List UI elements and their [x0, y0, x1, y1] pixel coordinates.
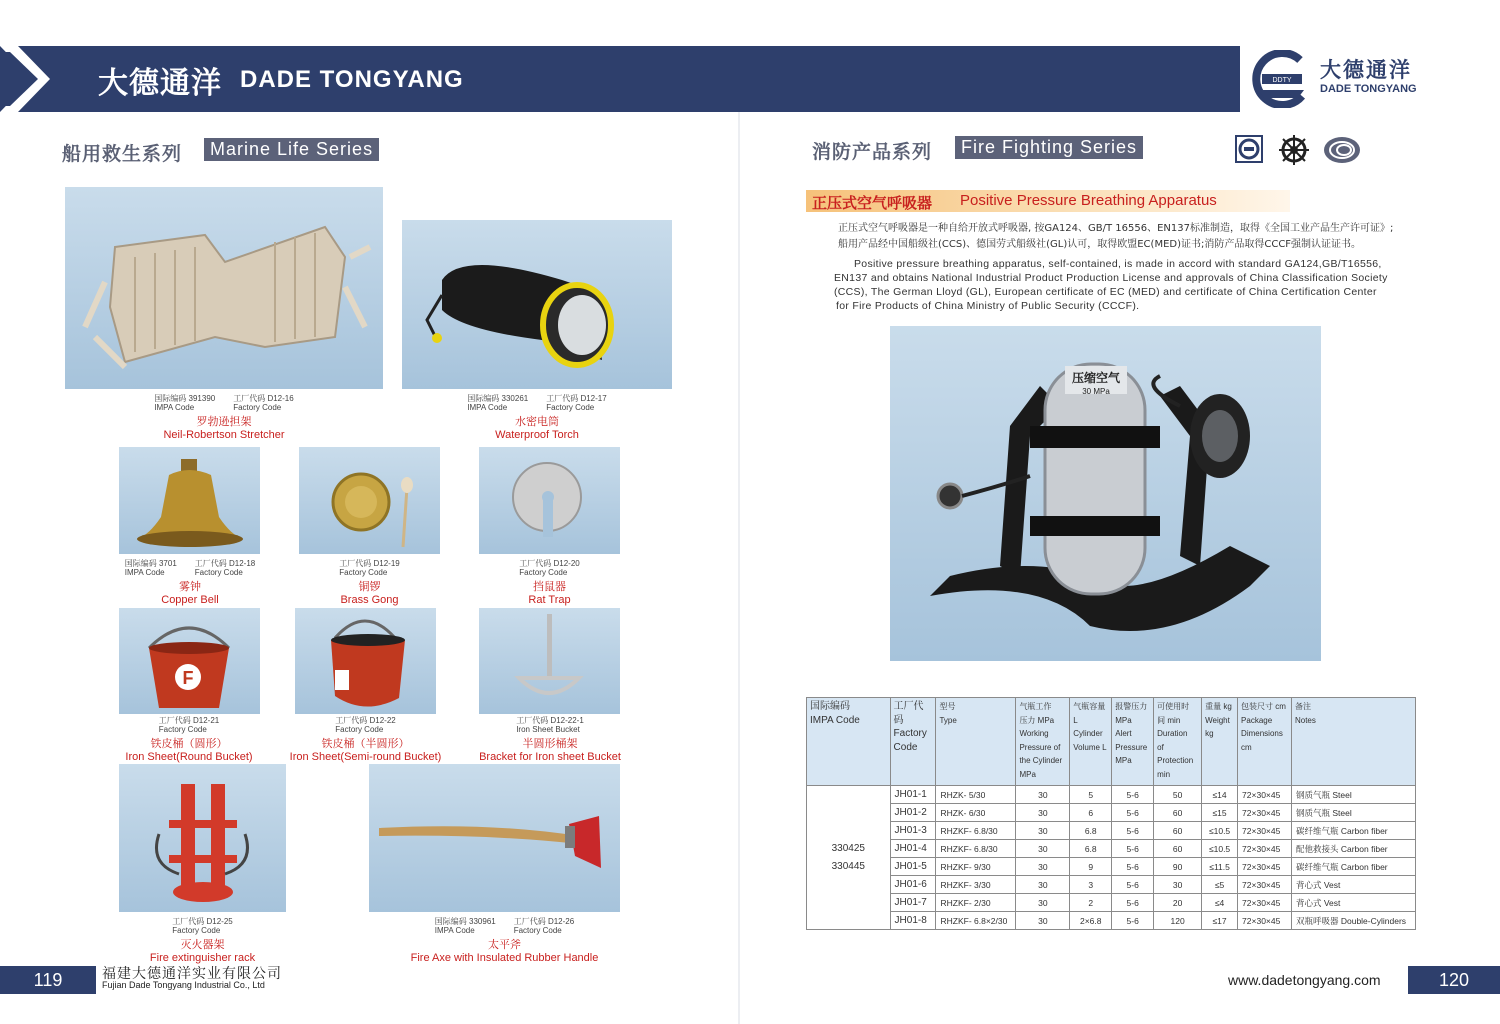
cell-working-pressure: 30 [1016, 912, 1070, 930]
page-number-left: 119 [0, 966, 96, 994]
cell-factory-code: JH01-4 [890, 840, 936, 858]
cell-package: 72×30×45 [1238, 786, 1292, 804]
cell-cylinder-volume: 9 [1070, 858, 1112, 876]
cell-alert-pressure: 5-6 [1112, 804, 1154, 822]
round-bucket-image [119, 608, 260, 714]
bucket-bracket-image [479, 608, 620, 714]
factory-code: 工厂代码 D12-22-1 [516, 716, 584, 725]
table-row [807, 786, 1416, 804]
section-title-cn: 船用救生系列 [62, 143, 183, 165]
product-name-cn: 灭火器架 [180, 939, 225, 951]
cell-alert-pressure: 5-6 [1112, 912, 1154, 930]
product-caption [402, 394, 672, 441]
impa-label: IMPA Code [434, 926, 475, 935]
impa-code: 国际编码 330261 [467, 394, 529, 403]
impa-label: IMPA Code [467, 403, 508, 412]
factory-code: 工厂代码 D12-21 [158, 716, 220, 725]
brand-name-en: DADE TONGYANG [240, 66, 464, 93]
description-en-line: for Fire Products of China Ministry of Public Security (CCCF). [836, 300, 1140, 312]
cell-alert-pressure: 5-6 [1112, 894, 1154, 912]
cell-weight: ≤10.5 [1202, 822, 1238, 840]
cell-notes: 背心式 Vest [1291, 894, 1415, 912]
product-caption [119, 917, 286, 964]
cell-cylinder-volume: 3 [1070, 876, 1112, 894]
table-header-row [807, 698, 1416, 786]
cell-notes: 背心式 Vest [1291, 876, 1415, 894]
product-caption [99, 716, 279, 763]
cell-duration: 60 [1154, 804, 1202, 822]
cell-cylinder-volume: 5 [1070, 786, 1112, 804]
cell-weight: ≤11.5 [1202, 858, 1238, 876]
cell-duration: 60 [1154, 840, 1202, 858]
factory-label: Factory Code [172, 926, 221, 935]
rat-trap-image [479, 447, 620, 554]
description-en-line: (CCS), The German Lloyd (GL), European certificate of EC (MED) and certificate of China Certification Center [834, 286, 1377, 298]
cell-type: RHZKF- 9/30 [936, 858, 1016, 876]
cell-type: RHZKF- 3/30 [936, 876, 1016, 894]
logo-name-en: DADE TONGYANG [1320, 83, 1417, 95]
cell-notes: 钢质气瓶 Steel [1291, 804, 1415, 822]
cell-duration: 30 [1154, 876, 1202, 894]
section-title-cn: 消防产品系列 [812, 141, 933, 163]
cell-duration: 90 [1154, 858, 1202, 876]
subsection-title-en: Positive Pressure Breathing Apparatus [960, 192, 1217, 209]
cell-cylinder-volume: 2 [1070, 894, 1112, 912]
company-name-cn: 福建大德通洋实业有限公司 [102, 966, 282, 982]
logo-name-cn: 大德通洋 [1320, 58, 1412, 82]
factory-label: Factory Code [519, 568, 568, 577]
page-number-right: 120 [1408, 966, 1500, 994]
impa-code: 国际编码 3701 [124, 559, 177, 568]
section-title-en: Fire Fighting Series [955, 136, 1143, 159]
cell-type: RHZK- 6/30 [936, 804, 1016, 822]
cell-type: RHZKF- 2/30 [936, 894, 1016, 912]
factory-label: Factory Code [339, 568, 388, 577]
impa-label: IMPA Code [154, 403, 195, 412]
product-name-en: Brass Gong [340, 594, 399, 606]
cell-factory-code: JH01-6 [890, 876, 936, 894]
cell-weight: ≤15 [1202, 804, 1238, 822]
bucket-mark-text: F [182, 668, 194, 688]
cell-working-pressure: 30 [1016, 858, 1070, 876]
cell-alert-pressure: 5-6 [1112, 822, 1154, 840]
header-alert-pressure: 报警压力 MPa Alert Pressure MPa [1112, 698, 1154, 786]
cell-duration: 20 [1154, 894, 1202, 912]
product-name-cn: 太平斧 [488, 939, 521, 951]
cell-factory-code: JH01-5 [890, 858, 936, 876]
factory-label: Factory Code [513, 926, 562, 935]
factory-code: 工厂代码 D12-22 [335, 716, 396, 725]
website-link[interactable]: www.dadetongyang.com [1228, 972, 1381, 988]
product-name-en: Iron Sheet(Semi-round Bucket) [289, 751, 442, 763]
impa-code-value: 330425 [831, 842, 865, 854]
factory-label: Factory Code [335, 725, 384, 734]
factory-label: Factory Code [194, 568, 243, 577]
header-impa: 国际编码 IMPA Code [807, 698, 891, 786]
cell-type: RHZKF- 6.8/30 [936, 840, 1016, 858]
product-name-cn: 铁皮桶（半圆形） [321, 738, 410, 750]
cell-working-pressure: 30 [1016, 876, 1070, 894]
header-working-pressure: 气瓶工作 压力 MPa Working Pressure of the Cylinder MPa [1016, 698, 1070, 786]
stretcher-image [65, 187, 383, 389]
table-row [807, 822, 1416, 840]
product-name-en: Copper Bell [161, 594, 219, 606]
cell-cylinder-volume: 6 [1070, 804, 1112, 822]
ccc-mark-icon [1322, 134, 1362, 166]
cell-type: RHZKF- 6.8×2/30 [936, 912, 1016, 930]
semi-round-bucket-image [295, 608, 436, 714]
cell-weight: ≤17 [1202, 912, 1238, 930]
cell-notes: 钢质气瓶 Steel [1291, 786, 1415, 804]
company-name-en: Fujian Dade Tongyang Industrial Co., Ltd [102, 980, 265, 990]
cell-cylinder-volume: 6.8 [1070, 822, 1112, 840]
cell-package: 72×30×45 [1238, 822, 1292, 840]
cell-notes: 配他救接头 Carbon fiber [1291, 840, 1415, 858]
header-weight: 重量 kg Weight kg [1202, 698, 1238, 786]
cell-working-pressure: 30 [1016, 804, 1070, 822]
product-name-en: Waterproof Torch [495, 429, 579, 441]
product-name-en: Neil-Robertson Stretcher [163, 429, 285, 441]
cell-duration: 120 [1154, 912, 1202, 930]
header-package: 包装尺寸 cm Package Dimensions cm [1238, 698, 1292, 786]
cell-weight: ≤14 [1202, 786, 1238, 804]
cell-package: 72×30×45 [1238, 894, 1292, 912]
page-gutter [738, 112, 740, 1024]
table-row [807, 858, 1416, 876]
cell-notes: 双瓶呼吸器 Double-Cylinders [1291, 912, 1415, 930]
cell-weight: ≤4 [1202, 894, 1238, 912]
product-caption [470, 716, 630, 763]
impa-code-value: 330445 [831, 860, 865, 872]
product-caption [299, 559, 440, 606]
product-name-cn: 半圆形桶架 [522, 738, 578, 750]
product-caption [389, 917, 620, 964]
cell-alert-pressure: 5-6 [1112, 876, 1154, 894]
cell-notes: 碳纤维气瓶 Carbon fiber [1291, 858, 1415, 876]
cell-factory-code: JH01-3 [890, 822, 936, 840]
section-title-en: Marine Life Series [204, 138, 379, 161]
factory-label: Iron Sheet Bucket [516, 725, 580, 734]
cell-working-pressure: 30 [1016, 840, 1070, 858]
cell-factory-code: JH01-8 [890, 912, 936, 930]
header-notes: 备注 Notes [1291, 698, 1415, 786]
product-name-cn: 雾钟 [179, 581, 201, 593]
factory-code: 工厂代码 D12-25 [172, 917, 233, 926]
product-name-cn: 水密电筒 [515, 416, 559, 428]
impa-label: IMPA Code [124, 568, 165, 577]
table-row [807, 912, 1416, 930]
product-caption [479, 559, 620, 606]
cell-factory-code: JH01-2 [890, 804, 936, 822]
cylinder-label: 压缩空气 [1071, 371, 1121, 385]
cell-type: RHZKF- 6.8/30 [936, 822, 1016, 840]
cell-duration: 60 [1154, 822, 1202, 840]
impa-code: 国际编码 330961 [434, 917, 496, 926]
description-en-line: EN137 and obtains National Industrial Product Production License and approvals of China Classification Society [834, 272, 1388, 284]
cell-notes: 碳纤维气瓶 Carbon fiber [1291, 822, 1415, 840]
breathing-apparatus-image [890, 326, 1321, 661]
product-caption [280, 716, 451, 763]
cell-duration: 50 [1154, 786, 1202, 804]
cell-package: 72×30×45 [1238, 912, 1292, 930]
brand-name-cn: 大德通洋 [98, 66, 222, 101]
product-caption [100, 559, 280, 606]
cell-working-pressure: 30 [1016, 822, 1070, 840]
header-type: 型号 Type [936, 698, 1016, 786]
header-factory-code: 工厂代码 Factory Code [890, 698, 936, 786]
product-name-cn: 铜锣 [358, 581, 381, 593]
description-cn-line: 船用产品经中国船级社(CCS)、德国劳式船级社(GL)认可，取得欧盟EC(MED)证书;消防产品取得CCCF强制认证证书。 [838, 239, 1362, 250]
company-logo-icon [1248, 50, 1314, 108]
cell-package: 72×30×45 [1238, 876, 1292, 894]
ship-wheel-icon [1277, 134, 1311, 166]
table-row [807, 876, 1416, 894]
cell-package: 72×30×45 [1238, 840, 1292, 858]
copper-bell-image [119, 447, 260, 554]
description-cn-line: 正压式空气呼吸器是一种自给开放式呼吸器, 按GA124、GB/T 16556、EN137标准制造，取得《全国工业产品生产许可证》; [838, 223, 1394, 234]
cell-cylinder-volume: 2×6.8 [1070, 912, 1112, 930]
cell-working-pressure: 30 [1016, 894, 1070, 912]
impa-code: 国际编码 391390 [154, 394, 216, 403]
product-caption [65, 394, 383, 441]
product-name-en: Fire extinguisher rack [149, 952, 256, 964]
cell-weight: ≤10.5 [1202, 840, 1238, 858]
cell-package: 72×30×45 [1238, 858, 1292, 876]
description-en-line: Positive pressure breathing apparatus, self-contained, is made in accord with standard GA124,GB/T16556, [854, 258, 1382, 270]
torch-image [402, 220, 672, 389]
cell-alert-pressure: 5-6 [1112, 858, 1154, 876]
chevron-arrow-icon [0, 46, 70, 112]
logo-badge: DDTY [1272, 77, 1292, 84]
fire-axe-image [369, 764, 620, 912]
header-cylinder-volume: 气瓶容量 L Cylinder Volume L [1070, 698, 1112, 786]
factory-label: Factory Code [158, 725, 207, 734]
impa-codes-cell [807, 786, 891, 930]
cylinder-pressure: 30 MPa [1082, 387, 1110, 396]
factory-code: 工厂代码 D12-17 [546, 394, 607, 403]
factory-code: 工厂代码 D12-18 [194, 559, 256, 568]
product-name-cn: 铁皮桶（圆形） [150, 738, 228, 750]
table-row [807, 804, 1416, 822]
cell-weight: ≤5 [1202, 876, 1238, 894]
quality-mark-icon [1234, 134, 1268, 166]
product-name-en: Bracket for Iron sheet Bucket [479, 751, 621, 763]
product-name-en: Iron Sheet(Round Bucket) [125, 751, 253, 763]
factory-label: Factory Code [233, 403, 282, 412]
brass-gong-image [299, 447, 440, 554]
table-row [807, 840, 1416, 858]
header-duration: 可使用时 间 min Duration of Protection min [1154, 698, 1202, 786]
cell-factory-code: JH01-7 [890, 894, 936, 912]
product-name-cn: 挡鼠器 [533, 581, 566, 593]
cell-cylinder-volume: 6.8 [1070, 840, 1112, 858]
cell-package: 72×30×45 [1238, 804, 1292, 822]
cell-factory-code: JH01-1 [890, 786, 936, 804]
table-row [807, 894, 1416, 912]
cell-working-pressure: 30 [1016, 786, 1070, 804]
factory-code: 工厂代码 D12-20 [519, 559, 580, 568]
product-name-en: Fire Axe with Insulated Rubber Handle [410, 952, 599, 964]
factory-code: 工厂代码 D12-19 [339, 559, 400, 568]
factory-label: Factory Code [546, 403, 595, 412]
spec-table [806, 697, 1416, 930]
factory-code: 工厂代码 D12-16 [233, 394, 294, 403]
extinguisher-rack-image [119, 764, 286, 912]
cell-alert-pressure: 5-6 [1112, 786, 1154, 804]
product-name-en: Rat Trap [528, 594, 571, 606]
cell-type: RHZK- 5/30 [936, 786, 1016, 804]
subsection-title-cn: 正压式空气呼吸器 [812, 194, 933, 212]
cell-alert-pressure: 5-6 [1112, 840, 1154, 858]
product-name-cn: 罗勃逊担架 [196, 416, 252, 428]
factory-code: 工厂代码 D12-26 [513, 917, 575, 926]
